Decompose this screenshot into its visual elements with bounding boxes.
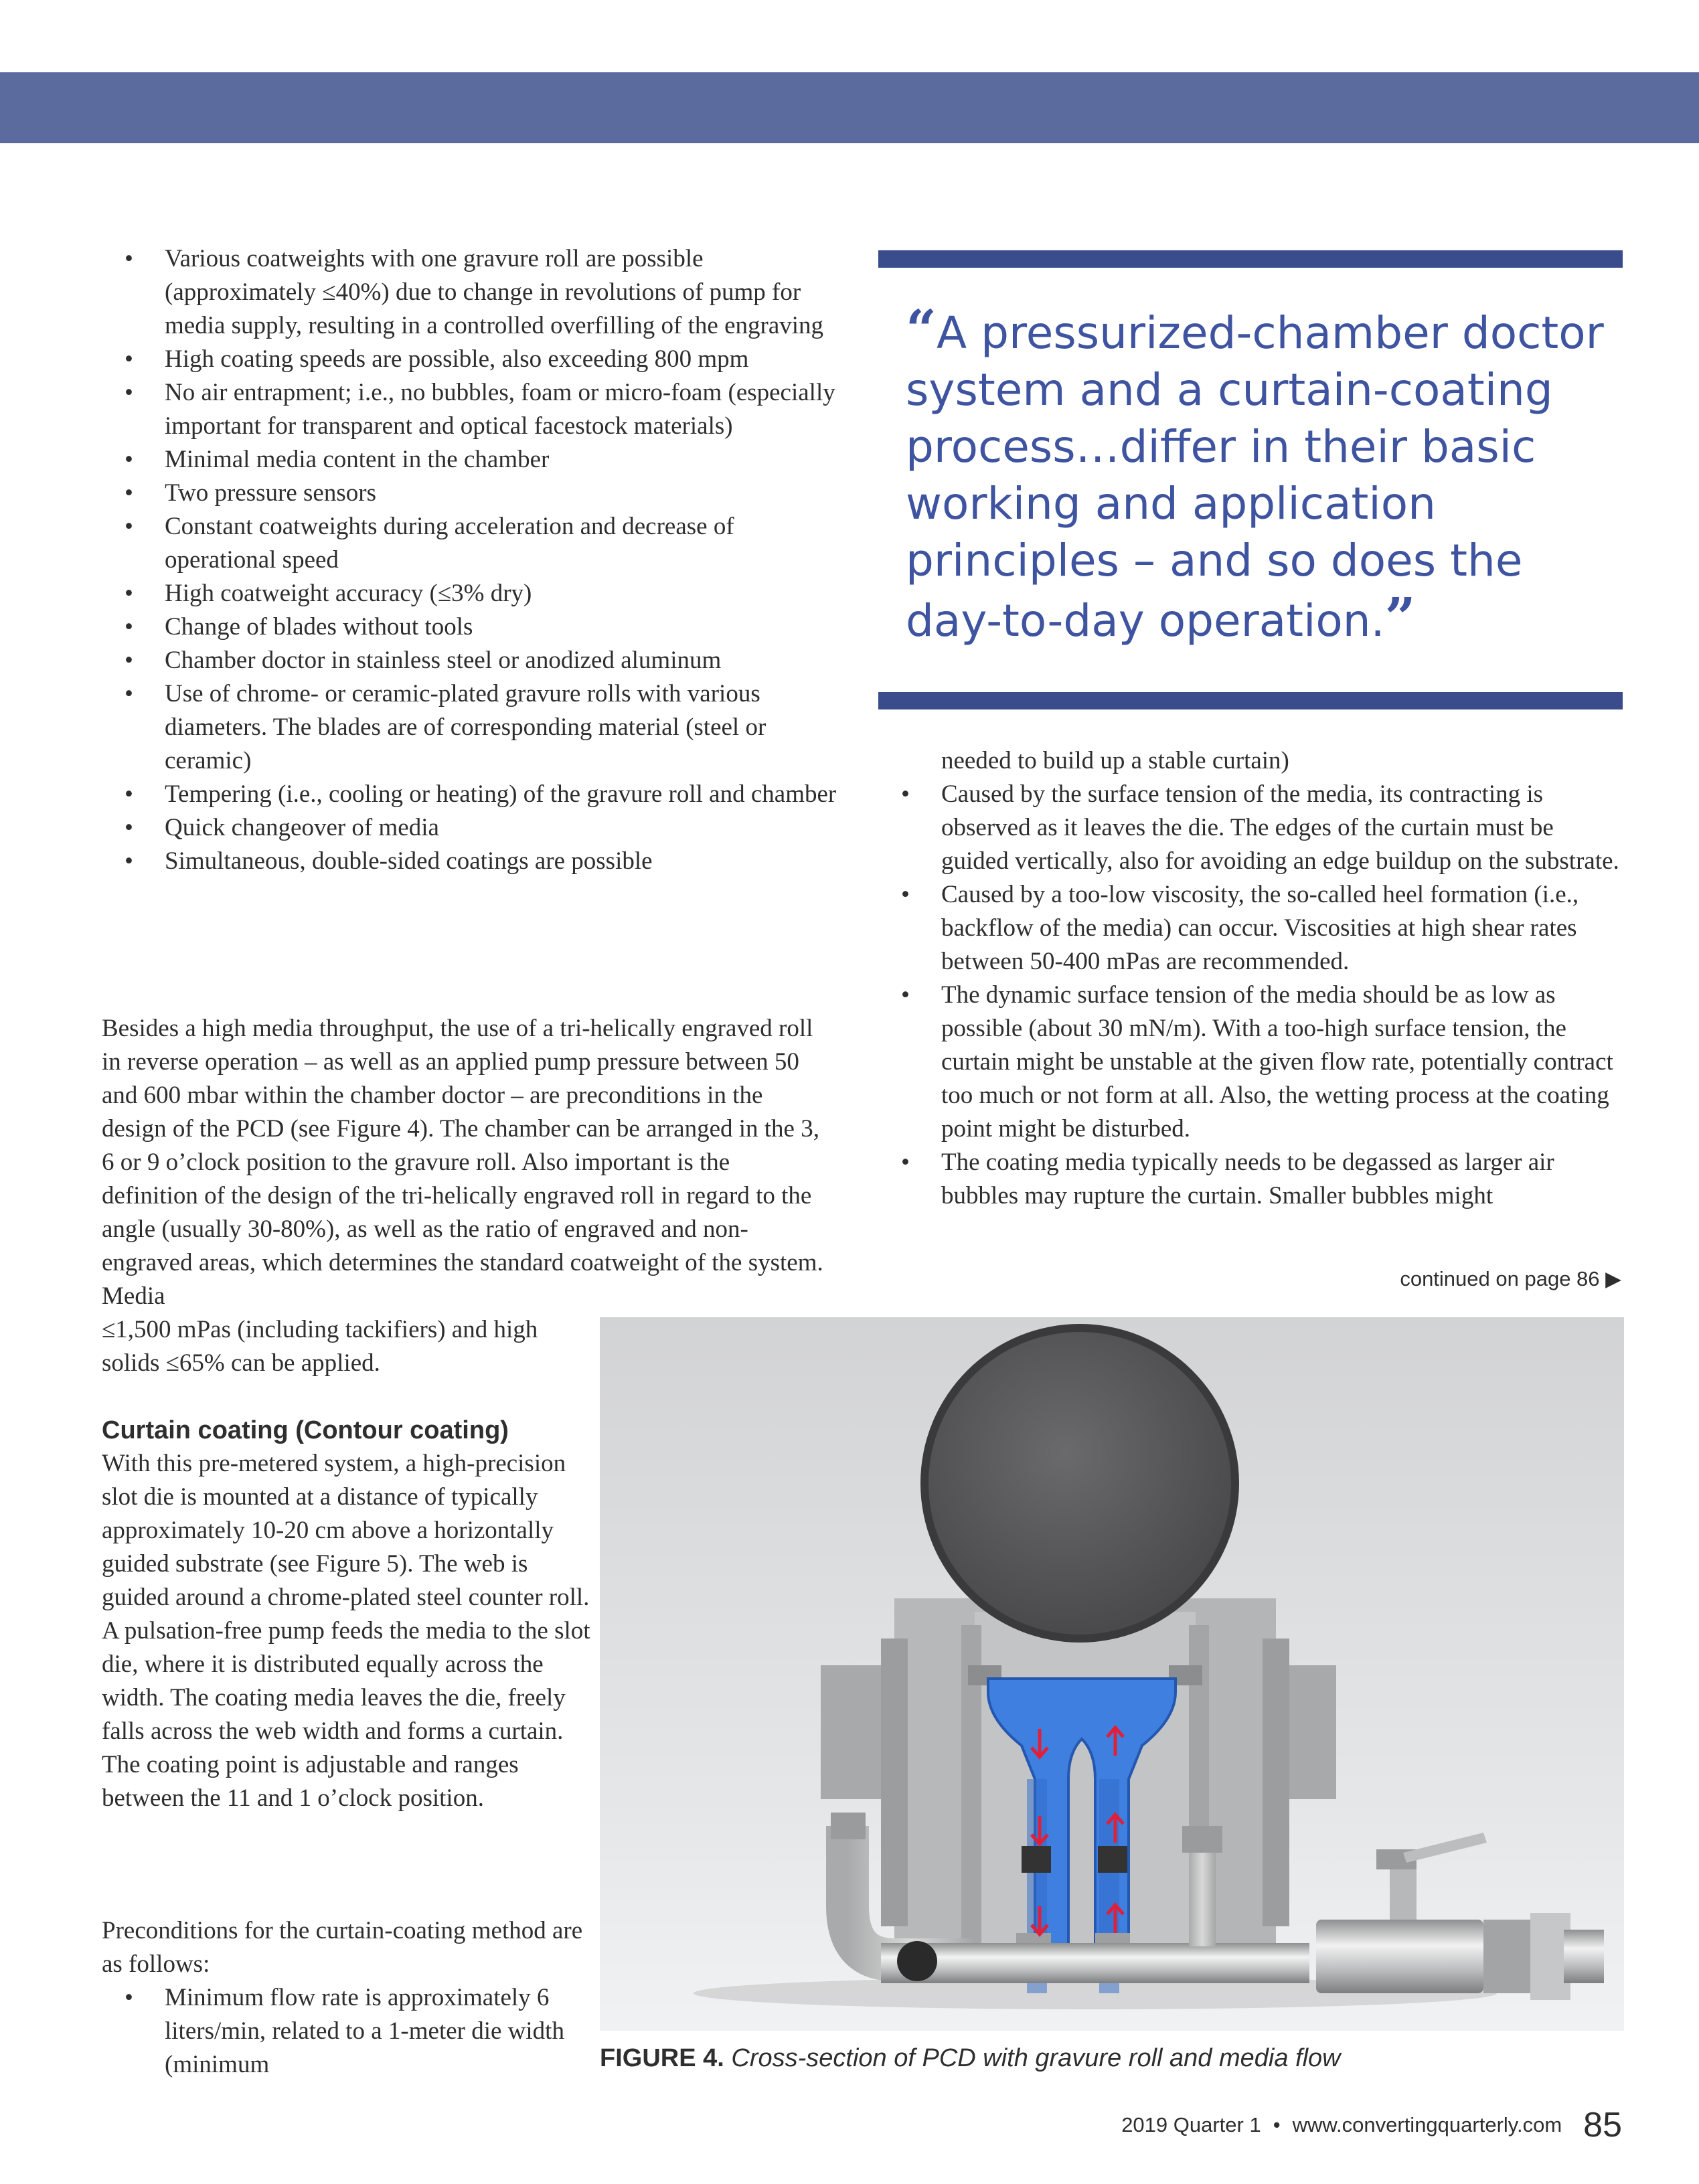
body-text: needed to build up a stable curtain) xyxy=(941,747,1289,774)
list-item: • Change of blades without tools xyxy=(102,610,852,644)
figure-caption xyxy=(600,2041,1624,2075)
curtain-preconditions-list xyxy=(878,778,1623,1213)
open-quote-icon: “ xyxy=(906,298,937,361)
list-item: • Quick changeover of media xyxy=(102,811,852,845)
body-text: ≤1,500 mPas (including tackifiers) and high solids ≤65% can be applied. xyxy=(102,1316,538,1377)
right-column xyxy=(878,744,1623,1213)
figure-caption-text: Cross-section of PCD with gravure roll and media flow xyxy=(731,2044,1341,2072)
list-item: • Caused by the surface tension of the media, its contracting is observed as it leaves the die. The edges of the curtain must be guided vertically, also for avoiding an edge buildup on the substrate. xyxy=(878,778,1623,878)
issue-label: 2019 Quarter 1 xyxy=(1121,2113,1261,2136)
list-item: • Use of chrome- or ceramic-plated gravure rolls with various diameters. The blades are of corresponding material (steel or ceramic) xyxy=(102,677,852,778)
curtain-section xyxy=(102,1414,597,1815)
list-item: • Tempering (i.e., cooling or heating) of the gravure roll and chamber xyxy=(102,778,852,811)
preconditions-list xyxy=(102,1981,597,2082)
body-text: Preconditions for the curtain-coating method are as follows: xyxy=(102,1917,583,1978)
list-item: • Minimum flow rate is approximately 6 liters/min, related to a 1-meter die width (minimum xyxy=(102,1981,597,2082)
page-number: 85 xyxy=(1583,2106,1622,2145)
preconditions-section xyxy=(102,1914,597,2082)
figure-label: FIGURE 4. xyxy=(600,2044,724,2072)
pull-quote xyxy=(906,298,1615,649)
website-link[interactable]: www.convertingquarterly.com xyxy=(1292,2113,1562,2136)
list-item: • Two pressure sensors xyxy=(102,477,852,510)
list-item: • Simultaneous, double-sided coatings are possible xyxy=(102,845,852,878)
page-footer xyxy=(1121,2102,1622,2149)
close-quote-icon: ” xyxy=(1384,586,1416,649)
list-item: • High coatweight accuracy (≤3% dry) xyxy=(102,577,852,610)
list-item: • Constant coatweights during acceleration and decrease of operational speed xyxy=(102,510,852,577)
quote-rule-bottom xyxy=(878,692,1623,709)
pcd-cross-section-figure xyxy=(600,1317,1624,2031)
list-item: • The coating media typically needs to be degassed as larger air bubbles may rupture the curtain. Smaller bubbles might xyxy=(878,1146,1623,1213)
list-item: • Minimal media content in the chamber xyxy=(102,443,852,477)
list-item: • Various coatweights with one gravure roll are possible (approximately ≤40%) due to change in revolutions of pump for media supply, resulting in a controlled overfilling of the engraving xyxy=(102,242,852,343)
header-band xyxy=(0,72,1699,143)
feature-list xyxy=(102,242,852,878)
pull-quote-text: A pressurized-chamber doctor system and a curtain-coating process…differ in their basic working and application principles – and so does the day-to-day operation. xyxy=(906,307,1604,647)
list-item: • The dynamic surface tension of the media should be as low as possible (about 30 mN/m). With a too-high surface tension, the curtain might be unstable at the given flow rate, potentially contract too much or not form at all. Also, the wetting process at the coating point might be disturbed. xyxy=(878,979,1623,1146)
body-text: With this pre-metered system, a high-precision slot die is mounted at a distance of typically approximately 10-20 cm above a horizontally guided substrate (see Figure 5). The web is guided around a chrome-plated steel counter roll. A pulsation-free pump feeds the media to the slot die, where it is distributed equally across the width. The coating media leaves the die, freely falls across the web width and forms a curtain. The coating point is adjustable and ranges between the 11 and 1 o’clock position. xyxy=(102,1450,590,1812)
list-item: • No air entrapment; i.e., no bubbles, foam or micro-foam (especially important for transparent and optical facestock materials) xyxy=(102,376,852,443)
section-heading: Curtain coating (Contour coating) xyxy=(102,1416,509,1444)
body-text: Besides a high media throughput, the use of a tri-helically engraved roll in reverse operation – as well as an applied pump pressure between 50 and 600 mbar within the chamber doctor – are preconditions in the design of the PCD (see Figure 4). The chamber can be arranged in the 3, 6 or 9 o’clock position to the gravure roll. Also important is the definition of the design of the tri-helically engraved roll in regard to the angle (usually 30-80%), as well as the ratio of engraved and non-engraved areas, which determines the standard coatweight of the system. Media xyxy=(102,1015,823,1310)
footer-separator: • xyxy=(1273,2113,1281,2136)
quote-rule-top xyxy=(878,250,1623,268)
list-item: • Chamber doctor in stainless steel or anodized aluminum xyxy=(102,644,852,677)
list-item: • Caused by a too-low viscosity, the so-called heel formation (i.e., backflow of the media) can occur. Viscosities at high shear rates between 50-400 mPas are recommended. xyxy=(878,878,1623,979)
list-item: • High coating speeds are possible, also exceeding 800 mpm xyxy=(102,343,852,376)
continued-link[interactable]: continued on page 86 ▶ xyxy=(1400,1267,1621,1290)
